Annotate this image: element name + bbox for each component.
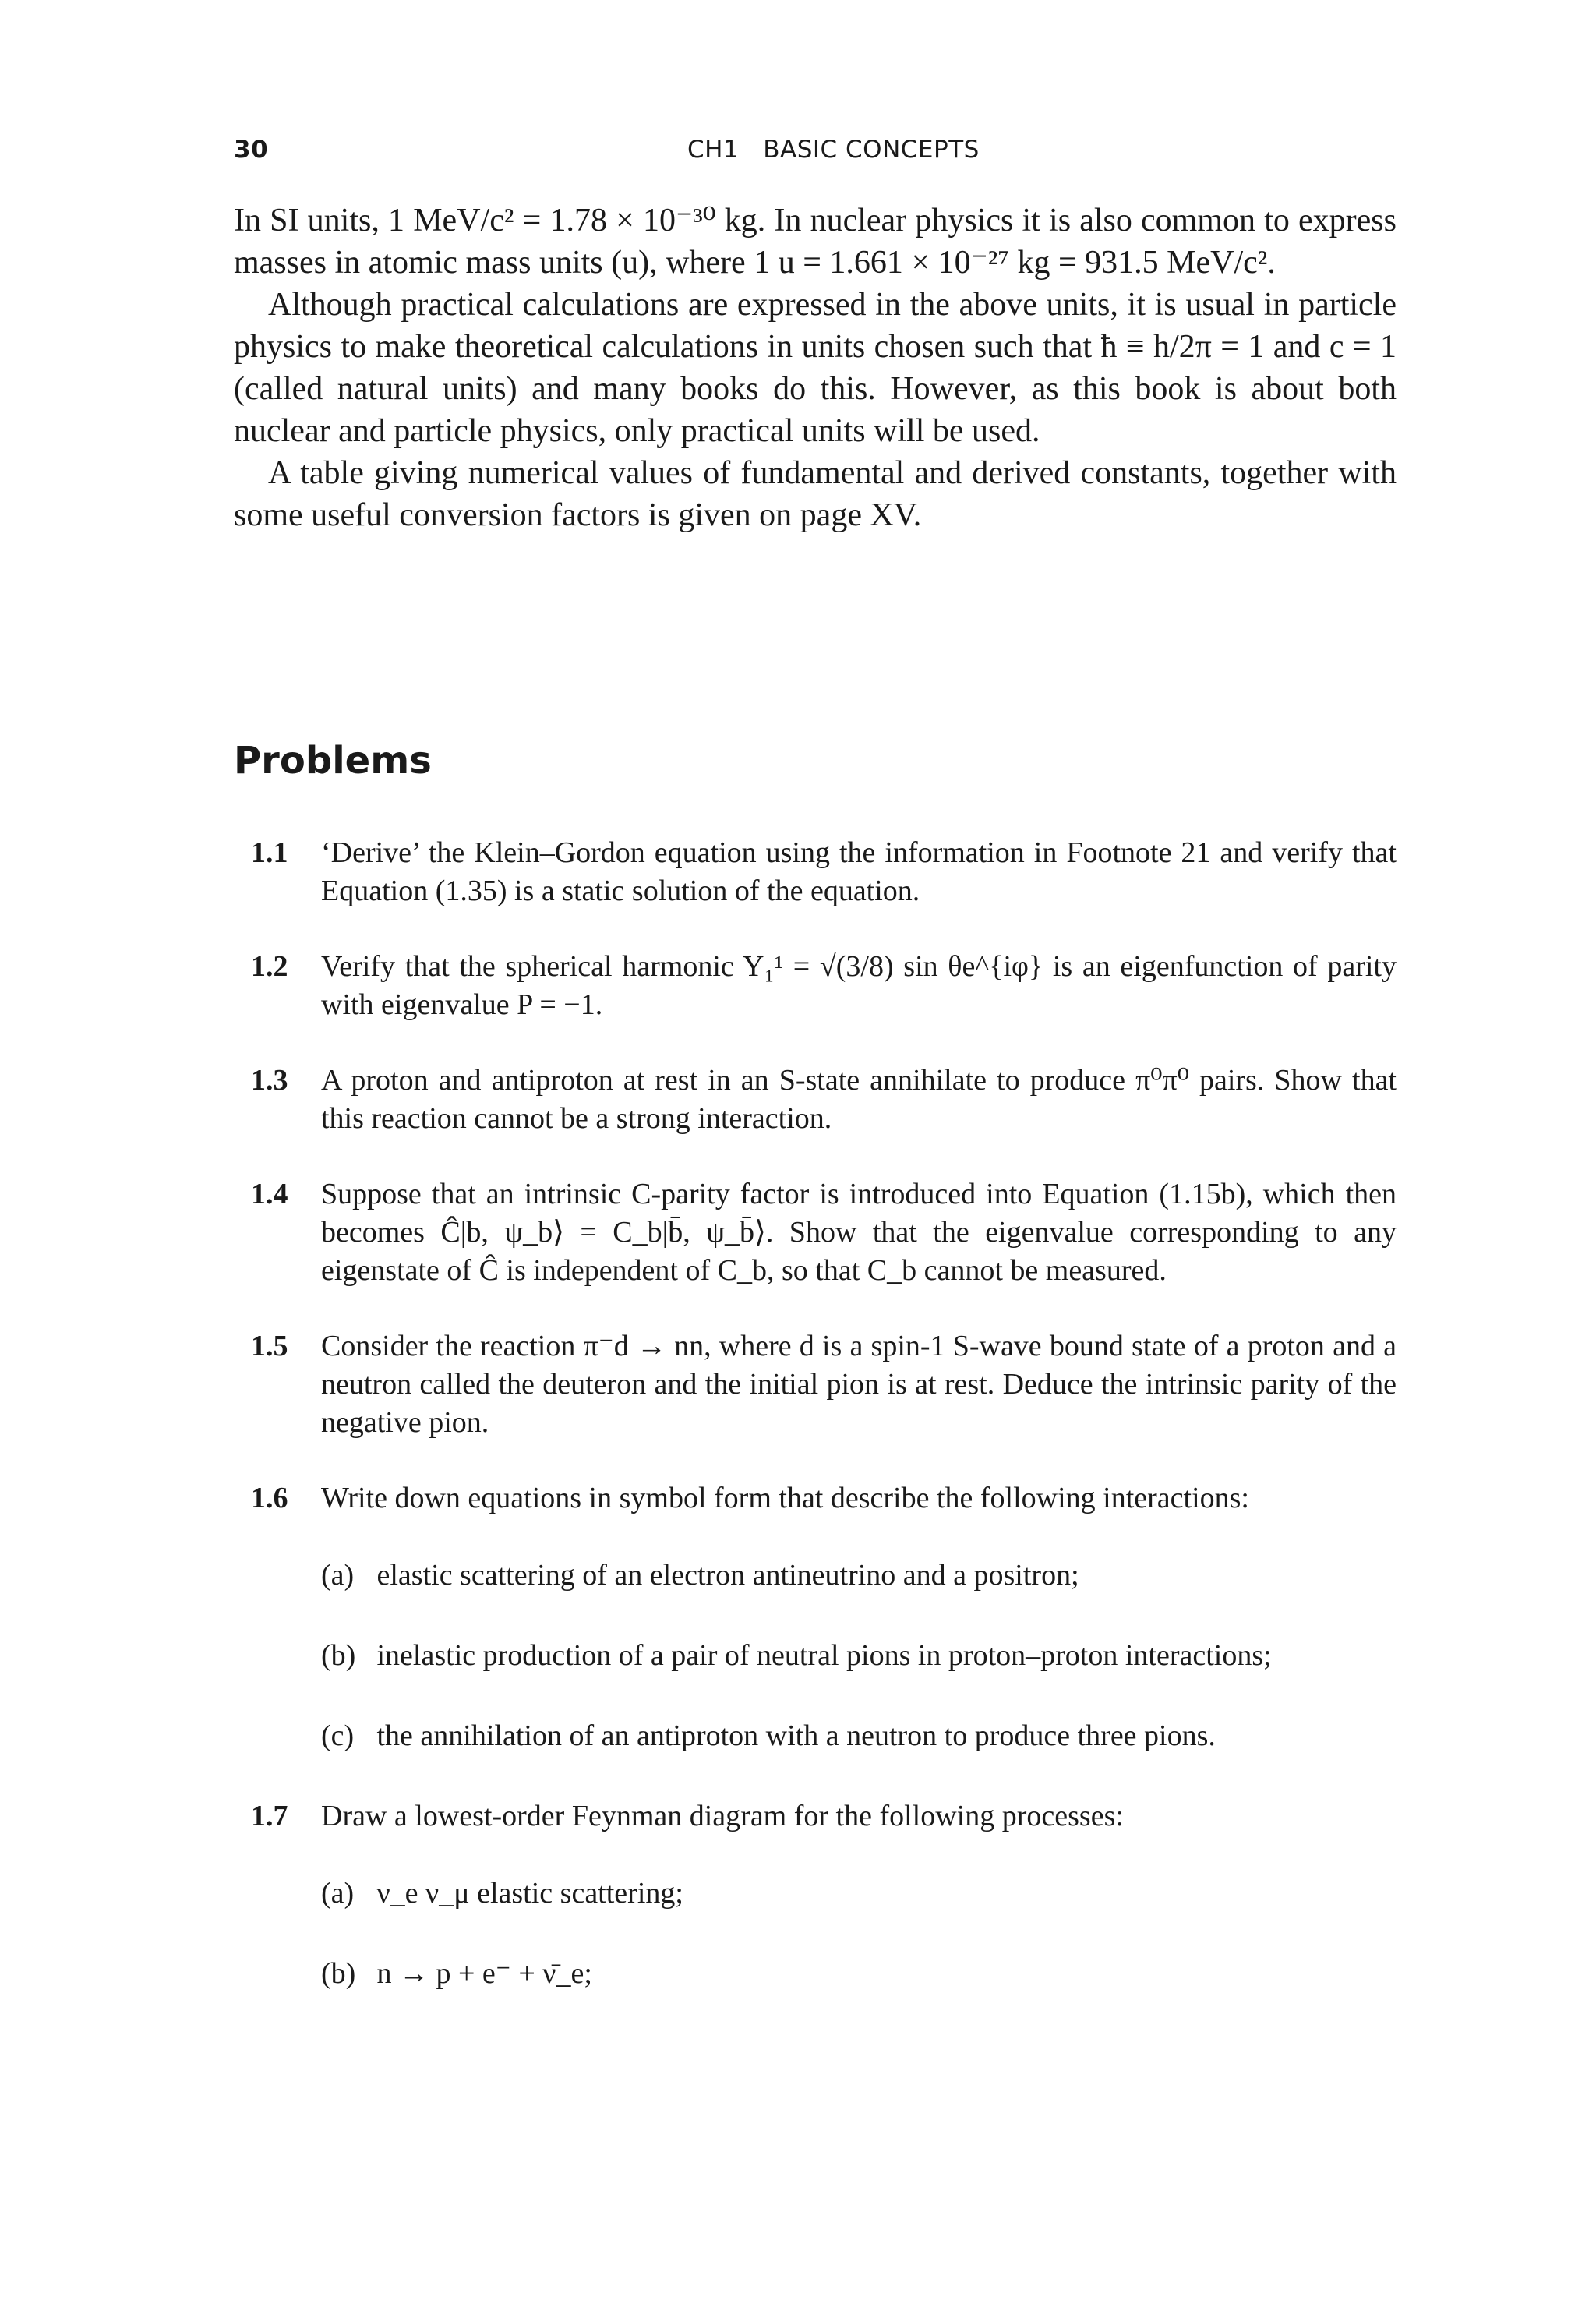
sub-item xyxy=(321,1717,1396,1755)
chapter-title: CH1 BASIC CONCEPTS xyxy=(687,136,980,164)
sub-item-text: elastic scattering of an electron antineutrino and a positron; xyxy=(376,1559,1079,1592)
body-text xyxy=(234,200,1396,536)
sub-item-text: ν_e ν_μ elastic scattering; xyxy=(376,1877,683,1910)
sub-item-text: inelastic production of a pair of neutral pions in proton–proton interactions; xyxy=(376,1639,1272,1672)
problem-text: ‘Derive’ the Klein–Gordon equation using the information in Footnote 21 and verify that Equation (1.35) is a static solution of the equation. xyxy=(321,836,1396,907)
page xyxy=(234,0,1396,2318)
sub-item-label: (c) xyxy=(321,1719,355,1752)
problem xyxy=(234,948,1396,1024)
problem-text: Suppose that an intrinsic C-parity factor is introduced into Equation (1.15b), which then becomes Ĉ|b, ψ_b⟩ = C_b|b̄, ψ_b̄⟩. Show that the eigenvalue corresponding to any eigenstate of Ĉ is independent of C_b, so that C_b cannot be measured. xyxy=(321,1178,1396,1287)
paragraph-constants-table: A table giving numerical values of fundamental and derived constants, together with some useful conversion factors is given on page XV. xyxy=(234,455,1396,533)
problem-text: A proton and antiproton at rest in an S-state annihilate to produce π⁰π⁰ pairs. Show that this reaction cannot be a strong interaction. xyxy=(321,1064,1396,1135)
problem xyxy=(234,1175,1396,1290)
problem-number: 1.3 xyxy=(251,1064,288,1097)
paragraph-natural-units: Although practical calculations are expressed in the above units, it is usual in particle physics to make theoretical calculations in units chosen such that ħ ≡ h/2π = 1 and c = 1 (called natural units) and many books do this. However, as this book is about both nuclear and particle physics, only practical units will be used. xyxy=(234,287,1396,449)
problem xyxy=(234,1479,1396,1755)
problem-number: 1.7 xyxy=(251,1800,288,1832)
problem-text: Write down equations in symbol form that describe the following interactions: xyxy=(321,1482,1249,1514)
page-number: 30 xyxy=(234,136,269,164)
sub-item-label: (b) xyxy=(321,1639,356,1672)
problem-number: 1.1 xyxy=(251,836,288,869)
problem-number: 1.4 xyxy=(251,1178,288,1210)
problem-text: Draw a lowest-order Feynman diagram for the following processes: xyxy=(321,1800,1124,1832)
sub-items xyxy=(321,1557,1396,1755)
problem-text: Consider the reaction π⁻d → nn, where d is a spin-1 S-wave bound state of a proton and a neutron called the deuteron and the initial pion is at rest. Deduce the intrinsic parity of the negative pion. xyxy=(321,1330,1396,1439)
sub-item xyxy=(321,1637,1396,1675)
problems-list xyxy=(234,834,1396,2035)
sub-item xyxy=(321,1875,1396,1913)
sub-item-text: the annihilation of an antiproton with a neutron to produce three pions. xyxy=(376,1719,1216,1752)
problem xyxy=(234,1797,1396,1993)
problem-number: 1.5 xyxy=(251,1330,288,1362)
problem xyxy=(234,1062,1396,1138)
sub-items xyxy=(321,1875,1396,1993)
sub-item xyxy=(321,1557,1396,1595)
problem xyxy=(234,834,1396,910)
sub-item-label: (a) xyxy=(321,1877,355,1910)
sub-item-label: (b) xyxy=(321,1957,356,1990)
section-heading-problems: Problems xyxy=(234,739,432,783)
running-head xyxy=(234,136,1396,173)
sub-item xyxy=(321,1955,1396,1993)
problem-number: 1.2 xyxy=(251,950,288,983)
problem xyxy=(234,1327,1396,1442)
paragraph-si-units: In SI units, 1 MeV/c² = 1.78 × 10⁻³⁰ kg. In nuclear physics it is also common to express masses in atomic mass units (u), where 1 u = 1.661 × 10⁻²⁷ kg = 931.5 MeV/c². xyxy=(234,203,1396,281)
problem-text: Verify that the spherical harmonic Y₁¹ = √(3/8) sin θe^{iφ} is an eigenfunction of parity with eigenvalue P = −1. xyxy=(321,950,1396,1021)
sub-item-label: (a) xyxy=(321,1559,355,1592)
sub-item-text: n → p + e⁻ + ν̄_e; xyxy=(376,1957,592,1990)
problem-number: 1.6 xyxy=(251,1482,288,1514)
